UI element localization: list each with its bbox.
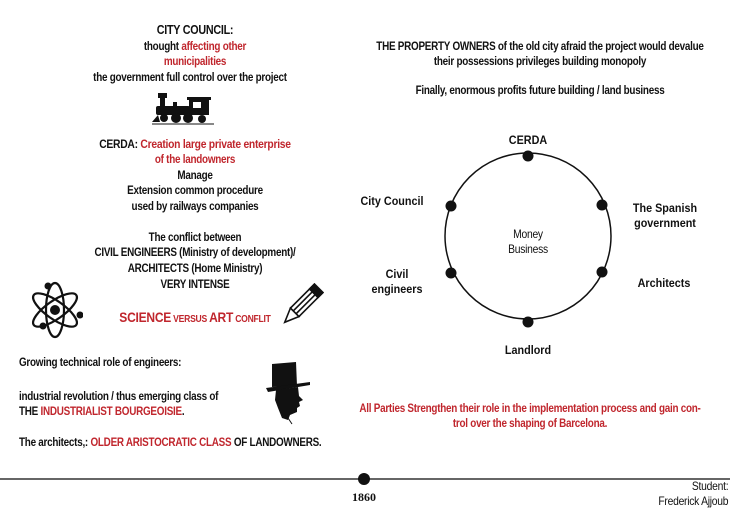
industrialist-bourgeoisie: INDUSTRIALIST BOURGEOISIE (40, 406, 182, 418)
conclusion-line2: trol over the shaping of Barcelona. (452, 418, 608, 430)
timeline-year: 1860 (352, 490, 376, 504)
engineers-line2: industrial revolution / thus emerging class of (19, 391, 219, 403)
city-council-line2: municipalities (163, 56, 227, 68)
conflit-word: CONFLIT (233, 314, 271, 325)
property-owners-line1: THE PROPERTY OWNERS of the old city afraid the project would devalue (376, 41, 704, 53)
text-red: affecting other (181, 41, 247, 53)
cerda-line1 (75, 137, 316, 152)
city-council-line3: the government full control over the project (93, 72, 287, 84)
node-label-civil-engineers (366, 267, 429, 297)
text-black: The architects,: (19, 437, 91, 449)
timeline-marker (358, 473, 370, 485)
top-hat-silhouette-icon (266, 360, 310, 426)
older-aristocratic-class: OLDER ARISTOCRATIC CLASS (90, 437, 232, 449)
node-label-text: The Spanish government (632, 201, 698, 230)
cerda-line3: Manage (177, 170, 213, 182)
engineers-line1: Growing technical role of engineers: (19, 357, 182, 369)
node-label-landlord: Landlord (504, 343, 552, 357)
cerda-line5: used by railways companies (131, 201, 259, 213)
conflict-line2: CIVIL ENGINEERS (Ministry of development)/ (94, 247, 296, 259)
engineers-line3 (19, 405, 184, 420)
versus-word: VERSUS (171, 314, 210, 325)
cerda-heading: CERDA (99, 137, 135, 151)
student-label: Student: (691, 479, 728, 493)
text-red: Creation large private enterprise (140, 137, 291, 151)
text-black: : (134, 137, 141, 151)
node-dot-landlord (523, 317, 534, 328)
conflict-line1: The conflict between (148, 232, 242, 244)
cerda-line4: Extension common procedure (127, 185, 263, 197)
text-black: . (181, 406, 185, 418)
city-council-heading: CITY COUNCIL: (156, 23, 234, 37)
conflict-line4: VERY INTENSE (160, 279, 230, 291)
cerda-line2: of the landowners (154, 154, 236, 166)
node-dot-cerda (523, 151, 534, 162)
conflict-line3: ARCHITECTS (Home Ministry) (127, 263, 263, 275)
science-versus-art (79, 310, 311, 327)
circle-center-line1: Money (513, 227, 543, 241)
city-council-line1 (105, 40, 286, 55)
node-dot-architects (597, 267, 608, 278)
engineers-line4 (19, 436, 321, 451)
text-black: thought (143, 41, 182, 53)
node-dot-spanish-government (597, 200, 608, 211)
node-label-city-council: City Council (360, 194, 424, 208)
atom-icon (27, 281, 83, 339)
property-owners-line3: Finally, enormous profits future building / land business (415, 85, 665, 97)
locomotive-icon (152, 91, 216, 125)
text-black: OF LANDOWNERS. (231, 437, 322, 449)
student-name: Frederick Ajjoub (658, 494, 728, 508)
property-owners-line2: their possessions privileges building monopoly (433, 56, 647, 68)
node-dot-civil-engineers (446, 268, 457, 279)
pencil-icon (278, 283, 324, 329)
science-word: SCIENCE (119, 309, 172, 325)
node-label-spanish-government (625, 201, 706, 231)
node-label-text: Civil engineers (371, 267, 423, 296)
node-dot-city-council (446, 201, 457, 212)
node-label-architects: Architects (637, 276, 691, 290)
text-black: THE (19, 406, 41, 418)
art-word: ART (209, 309, 234, 325)
conclusion-line1: All Parties Strengthen their role in the implementation process and gain con- (359, 403, 701, 415)
node-label-cerda: CERDA (508, 133, 548, 147)
circle-center-line2: Business (508, 242, 548, 256)
